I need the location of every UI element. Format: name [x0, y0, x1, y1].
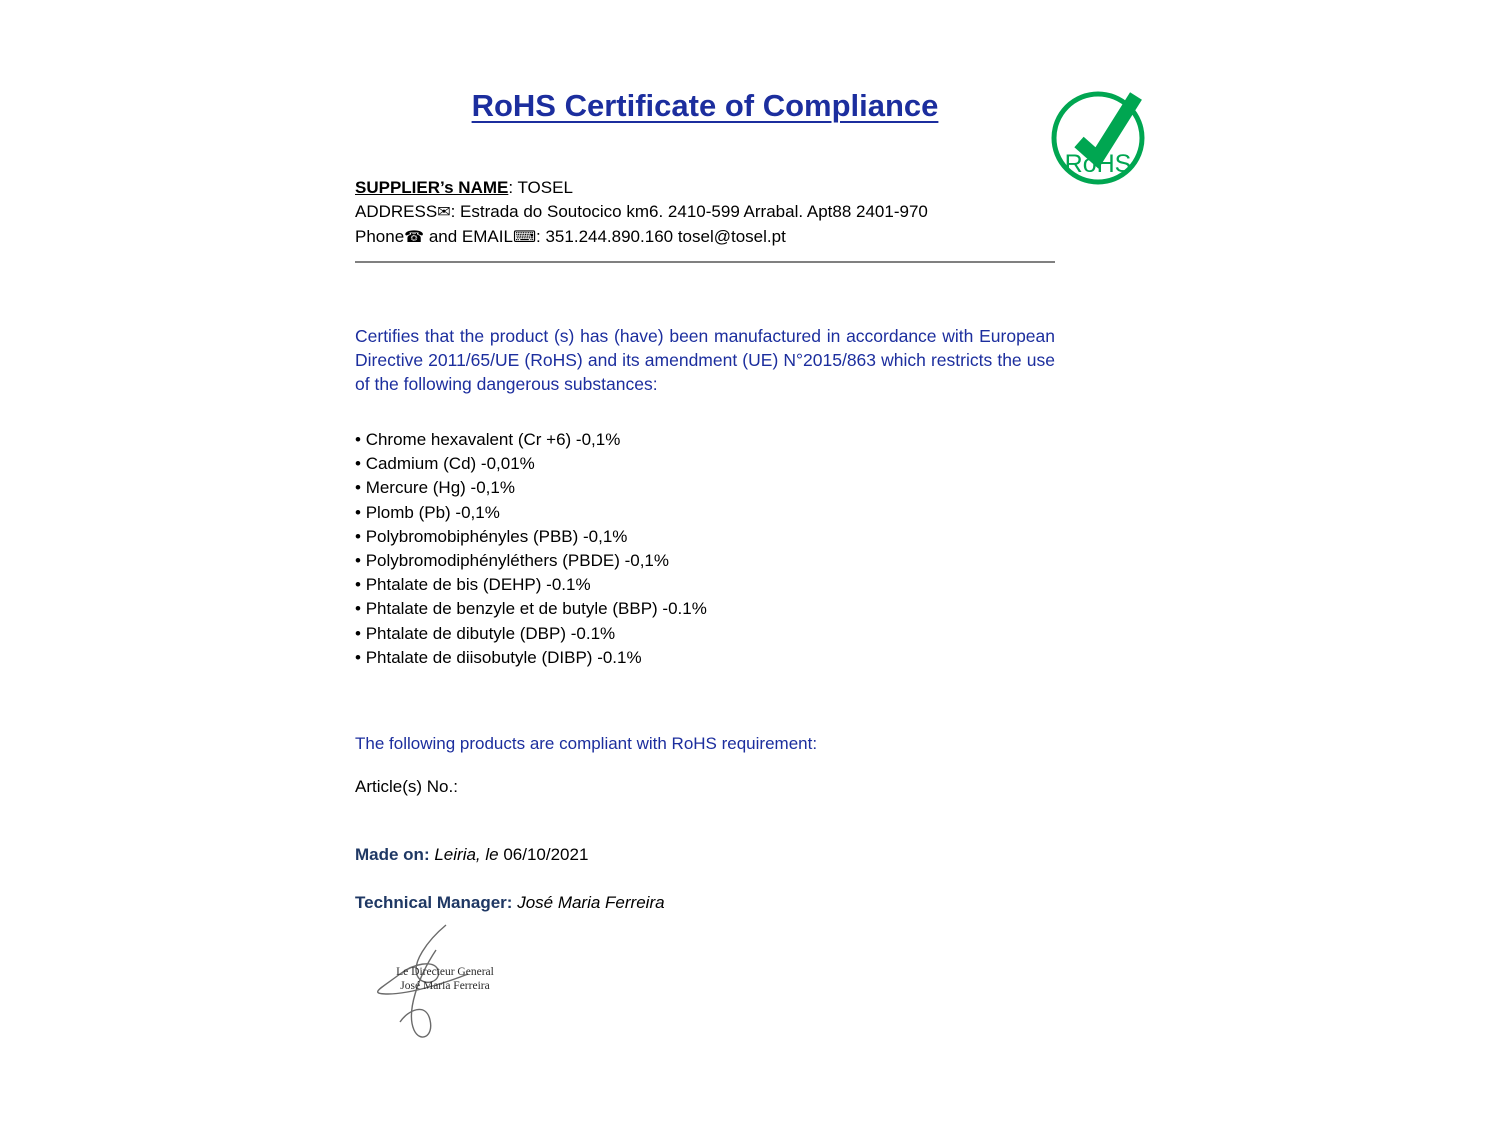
rohs-logo-text: RoHS — [1064, 150, 1132, 178]
divider-rule — [355, 261, 1055, 263]
made-on-date: 06/10/2021 — [503, 845, 589, 864]
list-item: • Cadmium (Cd) -0,01% — [355, 452, 707, 476]
list-item: • Phtalate de benzyle et de butyle (BBP) -0.1% — [355, 597, 707, 621]
supplier-name-label: SUPPLIER’s NAME — [355, 178, 509, 197]
technical-manager-value: José Maria Ferreira — [517, 893, 665, 912]
article-number-line: Article(s) No.: — [355, 777, 458, 796]
supplier-name-line — [355, 176, 1075, 200]
list-item: • Phtalate de diisobutyle (DIBP) -0.1% — [355, 646, 707, 670]
list-item: • Polybromobiphényles (PBB) -0,1% — [355, 525, 707, 549]
list-item: • Polybromodiphényléthers (PBDE) -0,1% — [355, 549, 707, 573]
list-item: • Phtalate de dibutyle (DBP) -0.1% — [355, 622, 707, 646]
supplier-address-line — [355, 200, 1075, 225]
stamp-text — [370, 966, 520, 993]
supplier-name-value: : TOSEL — [508, 178, 573, 197]
email-label: and EMAIL — [424, 227, 513, 246]
list-item: • Plomb (Pb) -0,1% — [355, 501, 707, 525]
list-item: • Chrome hexavalent (Cr +6) -0,1% — [355, 428, 707, 452]
technical-manager-label: Technical Manager: — [355, 893, 513, 912]
phone-label: Phone — [355, 227, 405, 246]
stamp-line-2: José Maria Ferreira — [400, 979, 490, 992]
list-item: • Phtalate de bis (DEHP) -0.1% — [355, 573, 707, 597]
computer-icon: ⌨ — [512, 229, 537, 246]
supplier-contact-line — [355, 225, 1075, 250]
rohs-logo — [1050, 82, 1150, 190]
address-label: ADDRESS — [355, 202, 438, 221]
stamp-line-1: Le Directeur General — [396, 966, 494, 978]
supplier-info — [355, 176, 1075, 250]
made-on-place: Leiria, le — [434, 845, 504, 864]
compliance-statement: The following products are compliant with RoHS requirement: — [355, 734, 818, 753]
envelope-icon: ✉ — [437, 204, 451, 221]
made-on-line — [355, 845, 588, 865]
page-title: RoHS Certificate of Compliance — [471, 88, 939, 123]
certification-paragraph: Certifies that the product (s) has (have) been manufactured in accordance with European Directive 2011/65/UE (RoHS) and its amendment (UE) N°2015/863 which restricts the use of the following dangerous substances: — [355, 325, 1055, 394]
address-value: : Estrada do Soutocico km6. 2410-599 Arrabal. Apt88 2401-970 — [450, 202, 928, 221]
list-item: • Mercure (Hg) -0,1% — [355, 476, 707, 500]
contact-value: : 351.244.890.160 tosel@tosel.pt — [536, 227, 786, 246]
made-on-label: Made on: — [355, 845, 430, 864]
technical-manager-line — [355, 893, 665, 913]
phone-icon: ☎ — [404, 229, 425, 246]
substance-list — [355, 428, 707, 670]
rohs-check-icon — [1050, 82, 1150, 190]
